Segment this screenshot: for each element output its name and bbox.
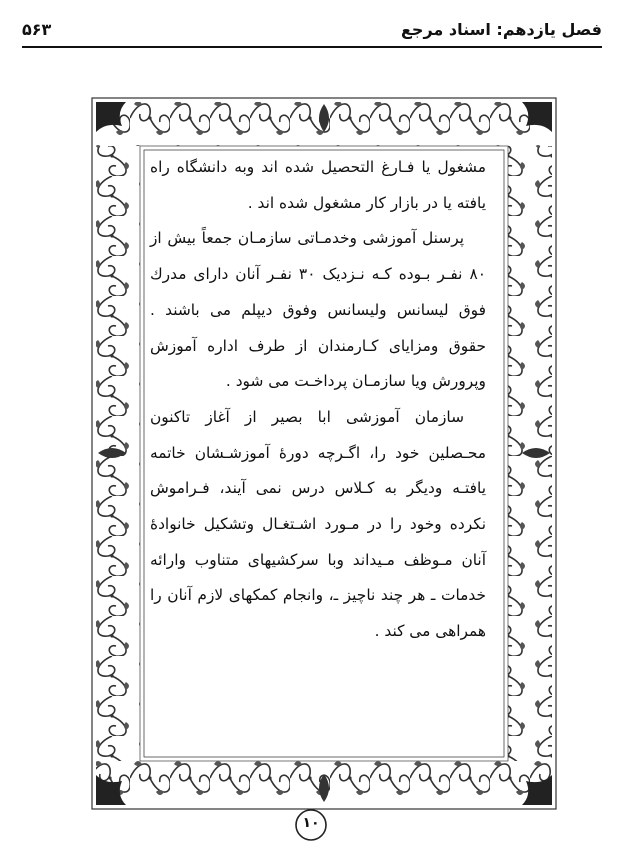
chapter-title: فصل یازدهم: اسناد مرجع [401,20,602,39]
body-text [150,150,486,750]
folio-badge [294,808,328,842]
page-number: ۵۶۳ [22,20,52,39]
paragraph-3: سازمان آموزشی ابا بصیر از آغاز تاکنون محـصلین خود را، اگـرچه دوره‌ٔ آموزشـشان خاتمه یافتـه ودیگر به کـلاس درس نمی آیند، فـراموش نکرده وخود را در مـورد اشـتغـال وتشکیل خانوادهٔ آنان مـوظف مـیداند وبا سرکشیهای متناوب وارائه خدمات ـ هر چند ناچیز ـ، وانجام کمکهای لازم آنان را همراهی می کند . [150,407,486,641]
paragraph-2: پرسنل آموزشی وخدمـاتی سازمـان جمعاً بیش از ۸۰ نفـر بـوده کـه نـزدیک ۳۰ نفـر آنان دارای مدرك فوق لیسانس ولیسانس وفوق دیپلم می باشند . حقوق ومزایای کـارمندان از طرف اداره آموزش وپرورش ویا سازمـان پرداخـت می شود . [150,229,486,391]
paragraph-1: مشغول یا فـارغ التحصیل شده اند وبه دانشگاه راه یافته یا در بازار کار مشغول شده اند . [150,158,486,212]
page-header [22,14,602,48]
folio-number: ۱۰ [302,815,320,831]
